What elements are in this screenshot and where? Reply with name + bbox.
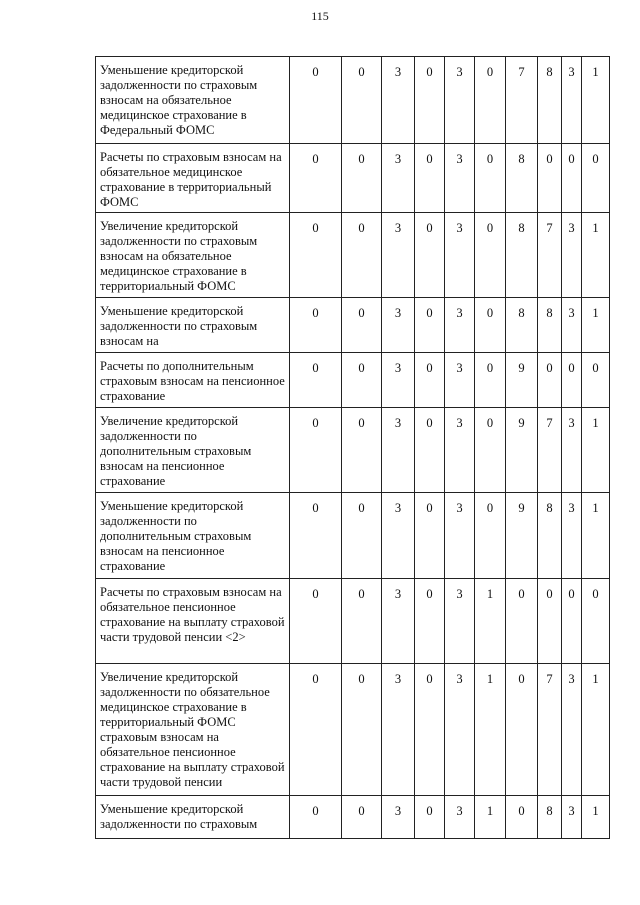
table-row bbox=[96, 144, 610, 213]
code-digit-cell: 8 bbox=[538, 57, 562, 144]
code-digit-cell: 0 bbox=[342, 298, 382, 353]
code-digit-cell: 0 bbox=[475, 298, 506, 353]
code-digit-cell: 0 bbox=[562, 579, 582, 664]
code-digit-cell: 0 bbox=[342, 213, 382, 298]
code-digit-cell: 0 bbox=[290, 664, 342, 796]
code-digit-cell: 1 bbox=[582, 664, 610, 796]
code-digit-cell: 3 bbox=[445, 353, 475, 408]
code-digit-cell: 0 bbox=[290, 298, 342, 353]
code-digit-cell: 3 bbox=[445, 796, 475, 839]
table-row bbox=[96, 353, 610, 408]
code-digit-cell: 0 bbox=[342, 579, 382, 664]
table-row bbox=[96, 57, 610, 144]
code-digit-cell: 8 bbox=[506, 298, 538, 353]
code-digit-cell: 0 bbox=[415, 298, 445, 353]
code-digit-cell: 0 bbox=[475, 353, 506, 408]
code-digit-cell: 3 bbox=[562, 664, 582, 796]
code-digit-cell: 0 bbox=[582, 579, 610, 664]
code-digit-cell: 0 bbox=[342, 57, 382, 144]
code-digit-cell: 0 bbox=[415, 144, 445, 213]
code-digit-cell: 0 bbox=[290, 493, 342, 579]
code-digit-cell: 3 bbox=[382, 408, 415, 493]
account-name-cell: Увеличение кредиторской задолженности по страховым взносам на обязательное медицинское страхование в территориальный ФОМС bbox=[96, 213, 290, 298]
code-digit-cell: 7 bbox=[538, 408, 562, 493]
code-digit-cell: 3 bbox=[445, 408, 475, 493]
table-row bbox=[96, 796, 610, 839]
table-row bbox=[96, 213, 610, 298]
code-digit-cell: 9 bbox=[506, 408, 538, 493]
code-digit-cell: 3 bbox=[445, 298, 475, 353]
code-digit-cell: 7 bbox=[538, 213, 562, 298]
code-digit-cell: 0 bbox=[342, 796, 382, 839]
code-digit-cell: 1 bbox=[582, 213, 610, 298]
account-name-cell: Увеличение кредиторской задолженности по обязательное медицинское страхование в территориальный ФОМС страховым взносам на обязательное пенсионное страхование на выплату страховой части трудовой пенсии bbox=[96, 664, 290, 796]
code-digit-cell: 3 bbox=[382, 796, 415, 839]
code-digit-cell: 8 bbox=[538, 493, 562, 579]
account-name-cell: Увеличение кредиторской задолженности по дополнительным страховым взносам на пенсионное страхование bbox=[96, 408, 290, 493]
code-digit-cell: 3 bbox=[382, 213, 415, 298]
code-digit-cell: 7 bbox=[506, 57, 538, 144]
table-row bbox=[96, 493, 610, 579]
code-digit-cell: 0 bbox=[538, 144, 562, 213]
table-row bbox=[96, 408, 610, 493]
code-digit-cell: 3 bbox=[445, 664, 475, 796]
code-digit-cell: 0 bbox=[538, 353, 562, 408]
code-digit-cell: 0 bbox=[506, 579, 538, 664]
account-name-cell: Расчеты по страховым взносам на обязательное медицинское страхование в территориальный ФОМС bbox=[96, 144, 290, 213]
code-digit-cell: 3 bbox=[382, 664, 415, 796]
code-digit-cell: 0 bbox=[582, 144, 610, 213]
code-digit-cell: 0 bbox=[290, 353, 342, 408]
code-digit-cell: 0 bbox=[342, 408, 382, 493]
code-digit-cell: 0 bbox=[290, 408, 342, 493]
code-digit-cell: 9 bbox=[506, 353, 538, 408]
code-digit-cell: 3 bbox=[562, 213, 582, 298]
code-digit-cell: 0 bbox=[415, 796, 445, 839]
table-row bbox=[96, 298, 610, 353]
code-digit-cell: 0 bbox=[475, 213, 506, 298]
code-digit-cell: 3 bbox=[382, 353, 415, 408]
code-digit-cell: 0 bbox=[415, 493, 445, 579]
code-digit-cell: 0 bbox=[582, 353, 610, 408]
code-digit-cell: 0 bbox=[290, 213, 342, 298]
code-digit-cell: 3 bbox=[445, 493, 475, 579]
code-digit-cell: 3 bbox=[562, 493, 582, 579]
code-digit-cell: 9 bbox=[506, 493, 538, 579]
code-digit-cell: 0 bbox=[475, 408, 506, 493]
account-code-table bbox=[95, 56, 610, 839]
code-digit-cell: 3 bbox=[382, 57, 415, 144]
code-digit-cell: 1 bbox=[475, 664, 506, 796]
code-digit-cell: 0 bbox=[475, 144, 506, 213]
code-digit-cell: 0 bbox=[342, 664, 382, 796]
account-name-cell: Расчеты по страховым взносам на обязательное пенсионное страхование на выплату страховой части трудовой пенсии <2> bbox=[96, 579, 290, 664]
code-digit-cell: 8 bbox=[538, 298, 562, 353]
code-digit-cell: 0 bbox=[562, 353, 582, 408]
page-number: 115 bbox=[311, 9, 329, 23]
code-digit-cell: 1 bbox=[582, 493, 610, 579]
code-digit-cell: 3 bbox=[382, 579, 415, 664]
code-digit-cell: 1 bbox=[475, 579, 506, 664]
code-digit-cell: 0 bbox=[415, 353, 445, 408]
code-digit-cell: 3 bbox=[382, 493, 415, 579]
code-digit-cell: 0 bbox=[475, 493, 506, 579]
code-digit-cell: 8 bbox=[506, 213, 538, 298]
code-digit-cell: 0 bbox=[475, 57, 506, 144]
code-digit-cell: 7 bbox=[538, 664, 562, 796]
code-digit-cell: 3 bbox=[562, 408, 582, 493]
code-digit-cell: 0 bbox=[538, 579, 562, 664]
code-digit-cell: 0 bbox=[290, 579, 342, 664]
code-digit-cell: 1 bbox=[582, 298, 610, 353]
code-digit-cell: 3 bbox=[562, 298, 582, 353]
code-digit-cell: 0 bbox=[342, 144, 382, 213]
code-digit-cell: 1 bbox=[582, 408, 610, 493]
code-digit-cell: 0 bbox=[290, 144, 342, 213]
account-name-cell: Расчеты по дополнительным страховым взносам на пенсионное страхование bbox=[96, 353, 290, 408]
code-digit-cell: 3 bbox=[445, 144, 475, 213]
code-digit-cell: 0 bbox=[342, 353, 382, 408]
code-digit-cell: 0 bbox=[290, 57, 342, 144]
code-digit-cell: 3 bbox=[445, 213, 475, 298]
code-digit-cell: 8 bbox=[538, 796, 562, 839]
code-digit-cell: 0 bbox=[415, 579, 445, 664]
code-digit-cell: 0 bbox=[290, 796, 342, 839]
account-name-cell: Уменьшение кредиторской задолженности по страховым bbox=[96, 796, 290, 839]
code-digit-cell: 0 bbox=[415, 664, 445, 796]
code-digit-cell: 3 bbox=[562, 57, 582, 144]
code-digit-cell: 1 bbox=[582, 796, 610, 839]
code-digit-cell: 0 bbox=[415, 408, 445, 493]
code-digit-cell: 0 bbox=[562, 144, 582, 213]
account-name-cell: Уменьшение кредиторской задолженности по страховым взносам на обязательное медицинское страхование в Федеральный ФОМС bbox=[96, 57, 290, 144]
code-digit-cell: 3 bbox=[445, 57, 475, 144]
code-digit-cell: 0 bbox=[415, 57, 445, 144]
code-digit-cell: 0 bbox=[342, 493, 382, 579]
code-digit-cell: 3 bbox=[382, 144, 415, 213]
account-name-cell: Уменьшение кредиторской задолженности по дополнительным страховым взносам на пенсионное страхование bbox=[96, 493, 290, 579]
code-digit-cell: 1 bbox=[582, 57, 610, 144]
code-digit-cell: 0 bbox=[506, 664, 538, 796]
account-name-cell: Уменьшение кредиторской задолженности по страховым взносам на bbox=[96, 298, 290, 353]
code-digit-cell: 8 bbox=[506, 144, 538, 213]
code-digit-cell: 0 bbox=[506, 796, 538, 839]
code-digit-cell: 3 bbox=[562, 796, 582, 839]
code-digit-cell: 3 bbox=[445, 579, 475, 664]
table-row bbox=[96, 579, 610, 664]
code-digit-cell: 1 bbox=[475, 796, 506, 839]
code-digit-cell: 3 bbox=[382, 298, 415, 353]
table-row bbox=[96, 664, 610, 796]
code-digit-cell: 0 bbox=[415, 213, 445, 298]
